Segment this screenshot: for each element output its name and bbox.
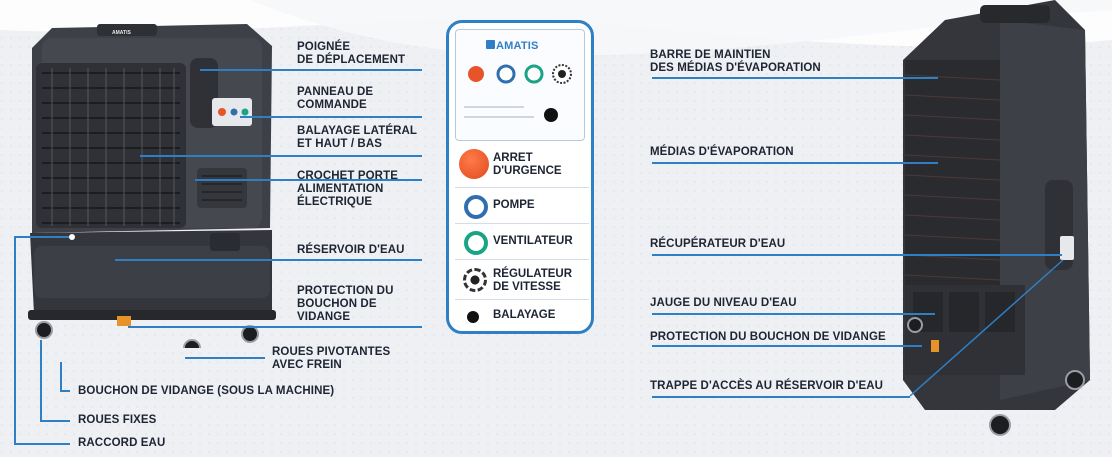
line-jauge — [652, 313, 935, 315]
legend-row-arret — [455, 143, 589, 187]
label-protection: PROTECTION DU BOUCHON DE VIDANGE — [297, 285, 394, 323]
legend-row-balayage — [455, 299, 589, 334]
control-knobs-icon — [462, 54, 580, 98]
label-raccord: RACCORD EAU — [78, 437, 166, 449]
legend-label-pompe: POMPE — [493, 199, 535, 211]
label-jauge: JAUGE DU NIVEAU D'EAU — [650, 297, 797, 309]
ventilateur-knob-icon — [464, 231, 488, 255]
label-medias: MÉDIAS D'ÉVAPORATION — [650, 146, 794, 158]
label-roues-pivotantes: ROUES PIVOTANTES AVEC FREIN — [272, 346, 391, 371]
label-poignee: POIGNÉE DE DÉPLACEMENT — [297, 41, 406, 66]
vline-raccord — [14, 236, 16, 444]
legend-label-arret: ARRET D'URGENCE — [493, 152, 562, 177]
line-protection-bouchon — [652, 345, 922, 347]
regulateur-knob-icon — [463, 268, 487, 292]
line-balayage — [140, 155, 422, 157]
line-trappe — [652, 396, 910, 398]
label-protection-bouchon: PROTECTION DU BOUCHON DE VIDANGE — [650, 331, 886, 343]
pompe-knob-icon — [464, 195, 488, 219]
air-cooler-front-image — [22, 18, 282, 348]
label-reservoir: RÉSERVOIR D'EAU — [297, 244, 405, 256]
label-barre: BARRE DE MAINTIEN DES MÉDIAS D'ÉVAPORATION — [650, 49, 821, 74]
line-poignee — [200, 69, 422, 71]
legend-label-ventilateur: VENTILATEUR — [493, 235, 573, 247]
vline-roues-fixes — [40, 340, 42, 421]
amatis-logo-icon — [486, 40, 495, 49]
legend-label-regulateur: RÉGULATEUR DE VITESSE — [493, 268, 573, 293]
line-roues-pivotantes — [185, 357, 265, 359]
label-crochet: CROCHET PORTE ALIMENTATION ÉLECTRIQUE — [297, 170, 398, 208]
line-bouchon — [60, 390, 70, 392]
label-roues-fixes: ROUES FIXES — [78, 414, 157, 426]
label-recuperateur: RÉCUPÉRATEUR D'EAU — [650, 238, 786, 250]
line-panneau — [240, 116, 422, 118]
label-balayage: BALAYAGE LATÉRAL ET HAUT / BAS — [297, 125, 418, 150]
balayage-switch-small-icon — [467, 311, 479, 323]
line-raccord — [14, 443, 70, 445]
label-bouchon: BOUCHON DE VIDANGE (SOUS LA MACHINE) — [78, 385, 335, 397]
balayage-switch-icon — [536, 100, 566, 130]
control-panel-photo — [455, 29, 585, 141]
line-medias — [652, 162, 938, 164]
panel-text-line-2 — [464, 116, 534, 118]
label-trappe: TRAPPE D'ACCÈS AU RÉSERVOIR D'EAU — [650, 380, 884, 392]
legend-row-regulateur — [455, 259, 589, 300]
line-protection — [128, 326, 422, 328]
control-panel-legend — [446, 20, 594, 334]
emergency-stop-icon — [459, 149, 489, 179]
line-barre — [652, 77, 938, 79]
svg-text:AMATIS: AMATIS — [112, 30, 131, 36]
legend-label-balayage: BALAYAGE — [493, 309, 556, 321]
legend-row-ventilateur — [455, 223, 589, 260]
legend-row-pompe — [455, 187, 589, 224]
line-raccord-top — [14, 236, 69, 238]
panel-text-line-1 — [464, 106, 524, 108]
brand-name: AMATIS — [496, 40, 539, 52]
vline-bouchon — [60, 362, 62, 391]
line-reservoir — [115, 259, 422, 261]
line-trappe-diagonal — [905, 255, 1075, 400]
line-roues-fixes — [40, 420, 70, 422]
label-panneau: PANNEAU DE COMMANDE — [297, 86, 374, 111]
